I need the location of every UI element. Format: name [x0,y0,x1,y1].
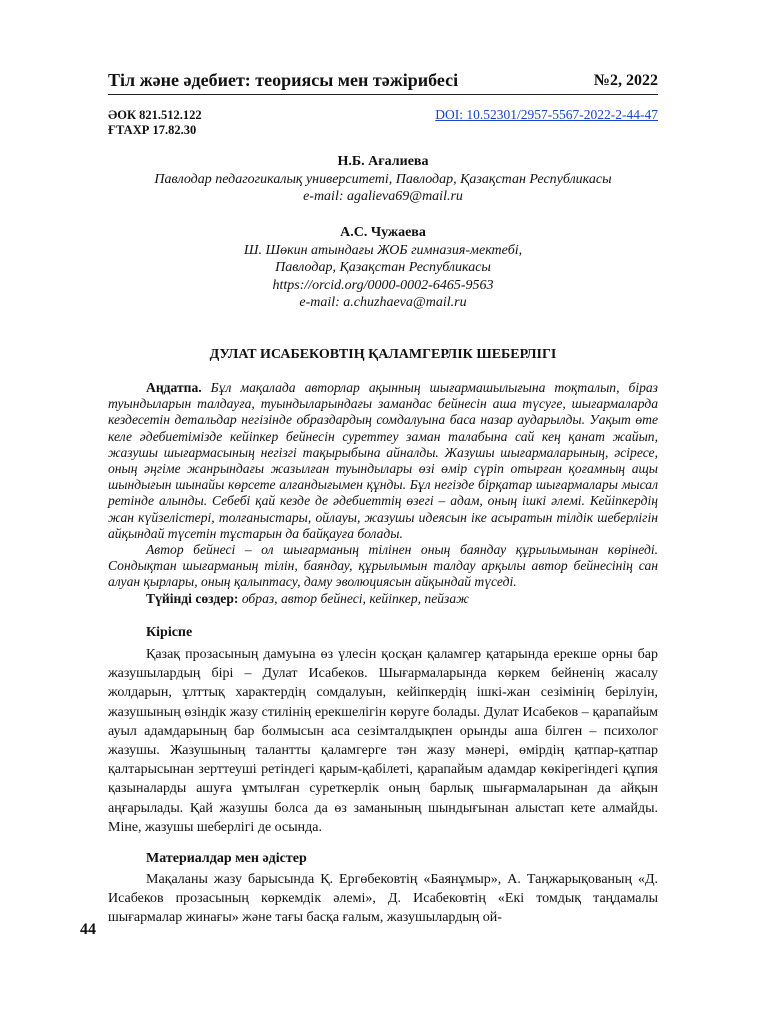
author-affiliation: Павлодар педагогикалық университеті, Павлодар, Қазақстан Республикасы [154,171,612,187]
section-heading-materials-methods: Материалдар мен әдістер [146,851,307,866]
doi-link[interactable]: DOI: 10.52301/2957-5567-2022-2-44-47 [435,107,658,122]
author-email[interactable]: e-mail: a.chuzhaeva@mail.ru [299,295,467,310]
author-affiliation: Ш. Шөкин атындағы ЖОБ гимназия-мектебі, [243,242,523,258]
author-block-1 [108,153,658,206]
journal-title: Тіл және әдебиет: теориясы мен тәжірибесі [108,70,459,90]
abstract-label: Аңдатпа. [146,380,202,395]
keywords-label: Түйінді сөздер: [146,590,239,606]
udc-code: ӘОК 821.512.122 [108,108,202,122]
author-name: А.С. Чужаева [340,225,426,240]
author-name: Н.Б. Ағалиева [337,154,429,169]
paragraph: Қазақ прозасының дамуына өз үлесін қосқан қаламгер қатарында ерекше орны бар жазушылардың бірі – Дулат Исабеков. Шығармаларында көркем бейненің жасалу жолдарын, ұлттық характердің сомдалуын, кейіпкердің ішкі-жан сезімінің берілуін, жазушының өзіндік жазу стилінің ерекшелігін көруге болады. Дулат Исабеков – қарапайым ауыл адамдарының бар болмысын аса сезімталдықпен орынды аша білген – психолог жазушы. Жазушының талантты қаламгерге тән жазу мәнері, өмірдің қатпар-қатпар қалтарысынан зерттеуші ретіндегі қарым-қабілеті, қарапайым адамдар көкірегіндегі құпия қазыналарды ашуға ұмтылған суреткерлік оның барлық шығармаларынан да айқын аңғарылады. Қай жазушы болса да өз заманының шындығынан алыстап кете алмайды. Міне, жазушы шеберлігі де осында. [108,647,658,835]
issue-number: №2, 2022 [593,72,658,89]
abstract-text: Бұл мақалада авторлар ақынның шығармашылығына тоқталып, біраз туындыларын талдауға, туындыларындағы замандас бейнесін аша түсуге, шығармаларда кездесетін детальдар негізінде образдардың сомдалуына баса назар аударылды. Уақыт өте келе әдебиетімізде кейіпкер бейнесін суреттеу заман талабына сай кең қанат жайып, жазушы шығармасының негізгі тақырыбына айналды. Жазушы шығармаларының, әсіресе, оның әңгіме жанрындағы жазылған туындылары өзі өмір сүріп отырған қоғамның ащы шындығын шынайы көрсете алғандығымен құнды. Бұл негізде бірқатар шығармалары мысал ретінде алынды. Себебі қай кезде де әдебиеттің өзегі – адам, оның ішкі әлемі. Кейіпкердің жан күйзелістері, толғаныстары, ойлауы, жазушы идеясын іке асыратын тілдік шеберлігін айқындай түсетін тұстарын да байқауға болады. [108,380,658,541]
author-block-2 [108,224,658,312]
introduction-body [108,645,658,837]
materials-methods-body [108,870,658,928]
classification-codes [108,108,202,138]
section-heading-introduction: Кіріспе [146,625,193,640]
abstract-text-2: Автор бейнесі – ол шығарманың тілінен оның баяндау құрылымынан көрінеді. Сондықтан шығарманың тілін, баяндау, құрылымын талдау арқылы автор бейнесінің сан алуан қырлары, оның қалыптасу, даму эволюциясын айқындай түседі. [108,542,658,590]
article-title: ДУЛАТ ИСАБЕКОВТІҢ ҚАЛАМГЕРЛІК ШЕБЕРЛІГІ [209,347,557,362]
page-number: 44 [80,921,96,938]
grnti-code: ҒТАХР 17.82.30 [108,123,197,137]
keywords: образ, автор бейнесі, кейіпкер, пейзаж [241,590,469,606]
author-orcid[interactable]: https://orcid.org/0000-0002-6465-9563 [272,277,494,293]
author-affiliation: Павлодар, Қазақстан Республикасы [275,260,491,275]
abstract [108,380,658,607]
paragraph: Мақаланы жазу барысында Қ. Ергөбековтің «Баянұмыр», А. Таңжарықованың «Д. Исабеков прозасының көркемдік әлемі», Д. Исабековтің «Екі томдық таңдамалы шығармалар жинағы» және тағы басқа ғалым, жазушылардың ой- [108,872,658,926]
running-header [108,70,658,95]
author-email[interactable]: e-mail: agalieva69@mail.ru [303,189,463,204]
